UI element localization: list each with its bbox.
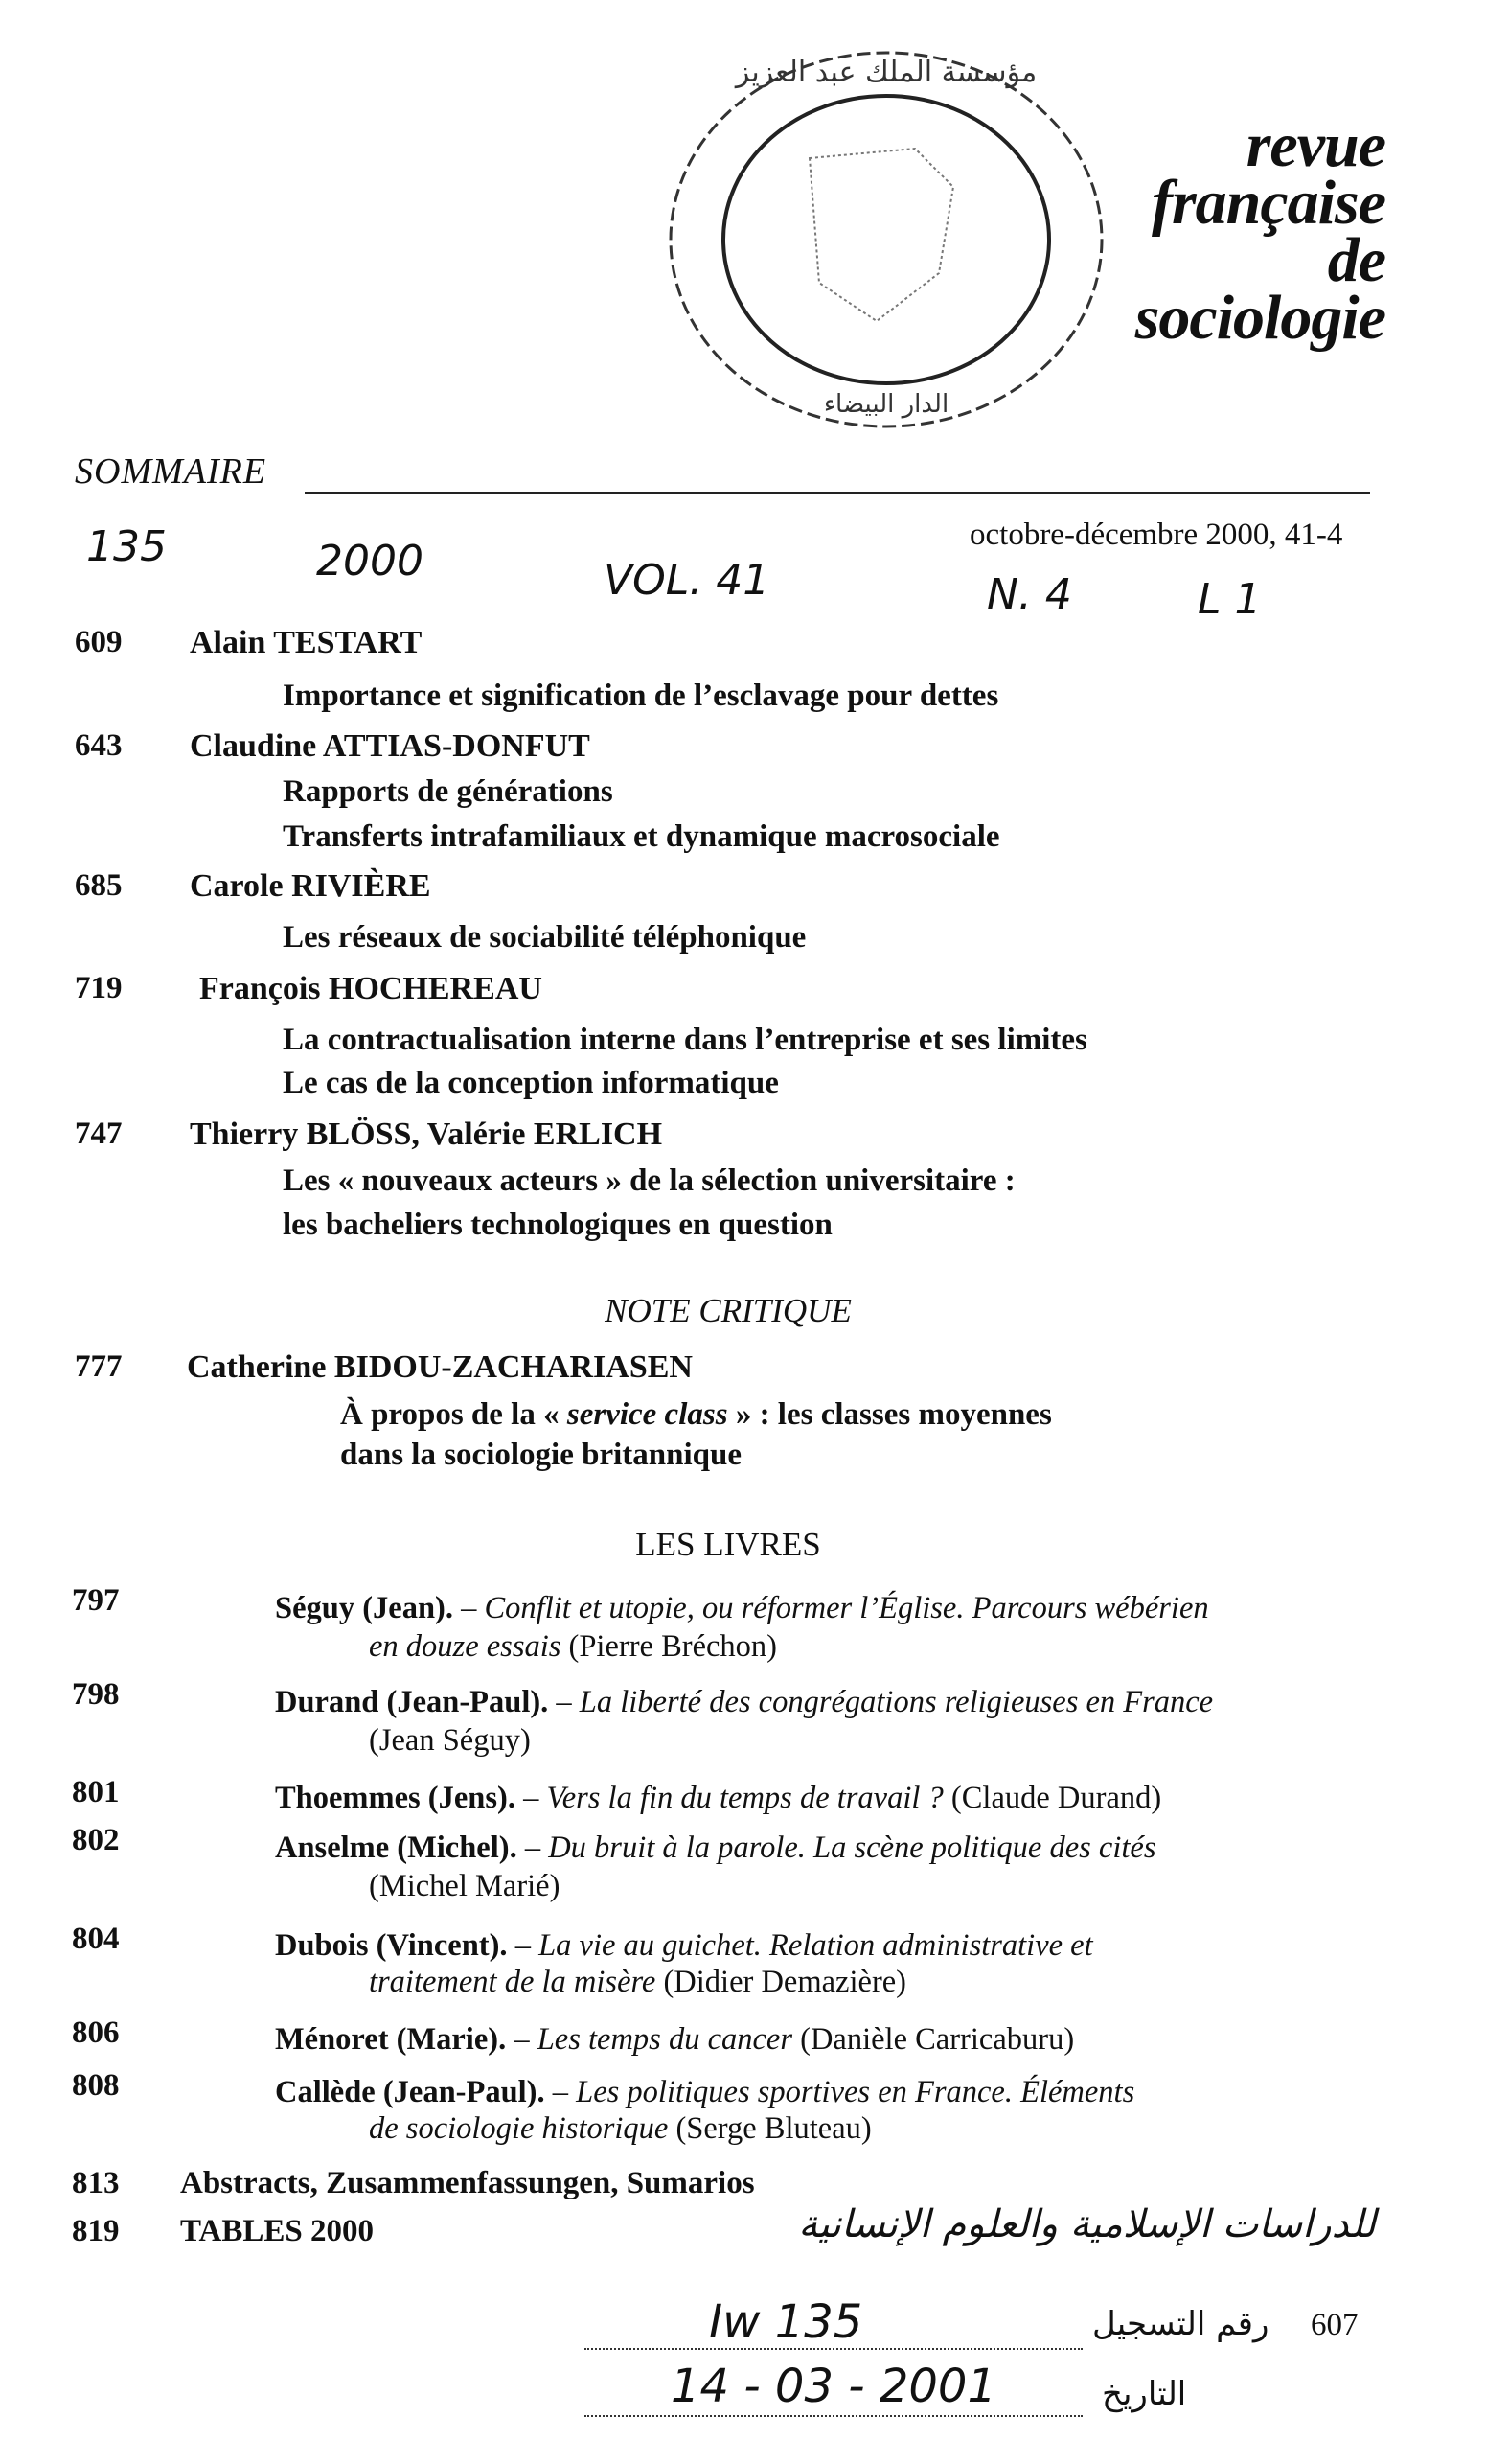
book-title: Vers la fin du temps de travail ? (546, 1781, 944, 1815)
end-label: Abstracts, Zusammenfassungen, Sumarios (180, 2166, 755, 2200)
registration-date: 14 - 03 - 2001 (671, 2360, 996, 2413)
article-title: Transferts intrafamiliaux et dynamique macrosociale (283, 819, 1000, 854)
book-reviewer: (Michel Marié) (369, 1869, 560, 1903)
journal-title-4: sociologie (1134, 283, 1385, 353)
section-note-critique: NOTE CRITIQUE (605, 1292, 852, 1329)
book-entry (275, 1928, 1386, 1964)
note-author: Catherine BIDOU-ZACHARIASEN (187, 1349, 693, 1385)
handwritten-issue: N. 4 (987, 570, 1072, 619)
book-page: 808 (72, 2068, 120, 2103)
book-entry (275, 1685, 1386, 1720)
note-title-italic: service class (566, 1397, 728, 1432)
book-reviewer: (Serge Bluteau) (675, 2111, 872, 2146)
book-page: 798 (72, 1677, 120, 1712)
registration-date-label: التاريخ (1102, 2375, 1187, 2413)
article-title: les bacheliers technologiques en question (283, 1208, 833, 1242)
sommaire-label: SOMMAIRE (75, 451, 267, 492)
journal-title-1: revue (1246, 110, 1385, 180)
book-entry-line2 (369, 1629, 777, 1665)
article-page: 719 (75, 971, 123, 1005)
note-title-pre: À propos de la « (340, 1397, 560, 1432)
book-entry-line2 (369, 1965, 906, 2000)
book-reviewer: (Jean Séguy) (369, 1723, 531, 1758)
registration-arabic-line: للدراسات الإسلامية والعلوم الإنسانية (798, 2202, 1376, 2246)
book-page: 797 (72, 1583, 120, 1618)
book-title: La liberté des congrégations religieuses en France (579, 1685, 1214, 1719)
article-author: Alain TESTART (190, 625, 423, 660)
book-title-cont: en douze essais (369, 1629, 561, 1664)
book-dash: – (507, 1928, 539, 1963)
article-page: 747 (75, 1117, 123, 1151)
article-title: Importance et signification de l’esclavage pour dettes (283, 679, 999, 713)
article-title: La contractualisation interne dans l’entreprise et ses limites (283, 1023, 1087, 1057)
book-title: La vie au guichet. Relation administrative et (538, 1928, 1093, 1963)
book-title: Conflit et utopie, ou réformer l’Église. Parcours wébérien (484, 1591, 1209, 1625)
end-label: TABLES 2000 (180, 2214, 375, 2248)
book-entry-line2 (369, 2111, 872, 2147)
book-dash: – (544, 2075, 577, 2109)
book-title-cont: de sociologie historique (369, 2111, 669, 2146)
book-entry (275, 1781, 1386, 1816)
registration-date-line (584, 2415, 1083, 2417)
book-dash: – (548, 1685, 580, 1719)
book-page: 802 (72, 1823, 120, 1857)
registration-number: Iw 135 (709, 2295, 863, 2349)
article-page: 643 (75, 728, 123, 763)
issue-date: octobre-décembre 2000, 41-4 (970, 518, 1343, 552)
book-reviewer: (Pierre Bréchon) (568, 1629, 778, 1664)
handwritten-code: L 1 (1198, 575, 1262, 624)
book-page: 806 (72, 2015, 120, 2050)
book-entry (275, 1591, 1386, 1626)
book-reviewer: (Danièle Carricaburu) (800, 2022, 1075, 2057)
article-title: Rapports de générations (283, 774, 613, 809)
end-page: 819 (72, 2214, 120, 2248)
article-page: 609 (75, 625, 123, 659)
book-dash: – (514, 1781, 547, 1815)
book-page: 801 (72, 1775, 120, 1809)
book-entry (275, 2022, 1386, 2058)
registration-number-label: رقم التسجيل (1092, 2305, 1269, 2343)
book-title: Les temps du cancer (537, 2022, 792, 2057)
book-dash: – (506, 2022, 537, 2057)
book-entry (275, 1831, 1386, 1866)
book-author: Dubois (Vincent). (275, 1928, 508, 1963)
section-les-livres: LES LIVRES (635, 1526, 821, 1563)
note-title-line2: dans la sociologie britannique (340, 1438, 742, 1472)
book-author: Callède (Jean-Paul). (275, 2075, 545, 2109)
article-page: 685 (75, 868, 123, 903)
article-author: François HOCHEREAU (199, 971, 542, 1006)
book-reviewer: (Didier Demazière) (663, 1965, 907, 1999)
handwritten-number: 135 (86, 522, 167, 571)
article-title: Le cas de la conception informatique (283, 1066, 779, 1100)
stamp-text-bottom: الدار البيضاء (823, 390, 949, 419)
end-page: 813 (72, 2166, 120, 2200)
book-title: Du bruit à la parole. La scène politique des cités (548, 1831, 1156, 1865)
book-author: Séguy (Jean). (275, 1591, 453, 1625)
article-title: Les « nouveaux acteurs » de la sélection universitaire : (283, 1163, 1016, 1198)
registration-page-number: 607 (1311, 2308, 1359, 2342)
handwritten-year: 2000 (316, 537, 423, 586)
journal-title-3: de (1327, 225, 1385, 295)
book-entry (275, 2075, 1386, 2110)
book-dash: – (452, 1591, 485, 1625)
article-author: Carole RIVIÈRE (190, 868, 431, 904)
book-title: Les politiques sportives en France. Éléments (576, 2075, 1135, 2109)
book-reviewer: (Claude Durand) (950, 1781, 1162, 1815)
article-author: Thierry BLÖSS, Valérie ERLICH (190, 1117, 663, 1152)
handwritten-volume: VOL. 41 (604, 556, 770, 605)
article-title: Les réseaux de sociabilité téléphonique (283, 920, 807, 955)
book-author: Anselme (Michel). (275, 1831, 517, 1865)
book-author: Thoemmes (Jens). (275, 1781, 515, 1815)
header-rule (305, 492, 1370, 494)
book-page: 804 (72, 1922, 120, 1956)
stamp-text-top: مؤسسة الملك عبد العزيز (735, 56, 1038, 89)
note-title-post: » : les classes moyennes (735, 1397, 1052, 1432)
library-stamp (666, 43, 1145, 465)
article-author: Claudine ATTIAS-DONFUT (190, 728, 590, 764)
book-author: Ménoret (Marie). (275, 2022, 507, 2057)
book-dash: – (516, 1831, 549, 1865)
note-page: 777 (75, 1349, 123, 1384)
note-title (340, 1397, 1052, 1433)
book-title-cont: traitement de la misère (369, 1965, 656, 1999)
journal-title-2: française (1152, 168, 1385, 238)
book-author: Durand (Jean-Paul). (275, 1685, 549, 1719)
